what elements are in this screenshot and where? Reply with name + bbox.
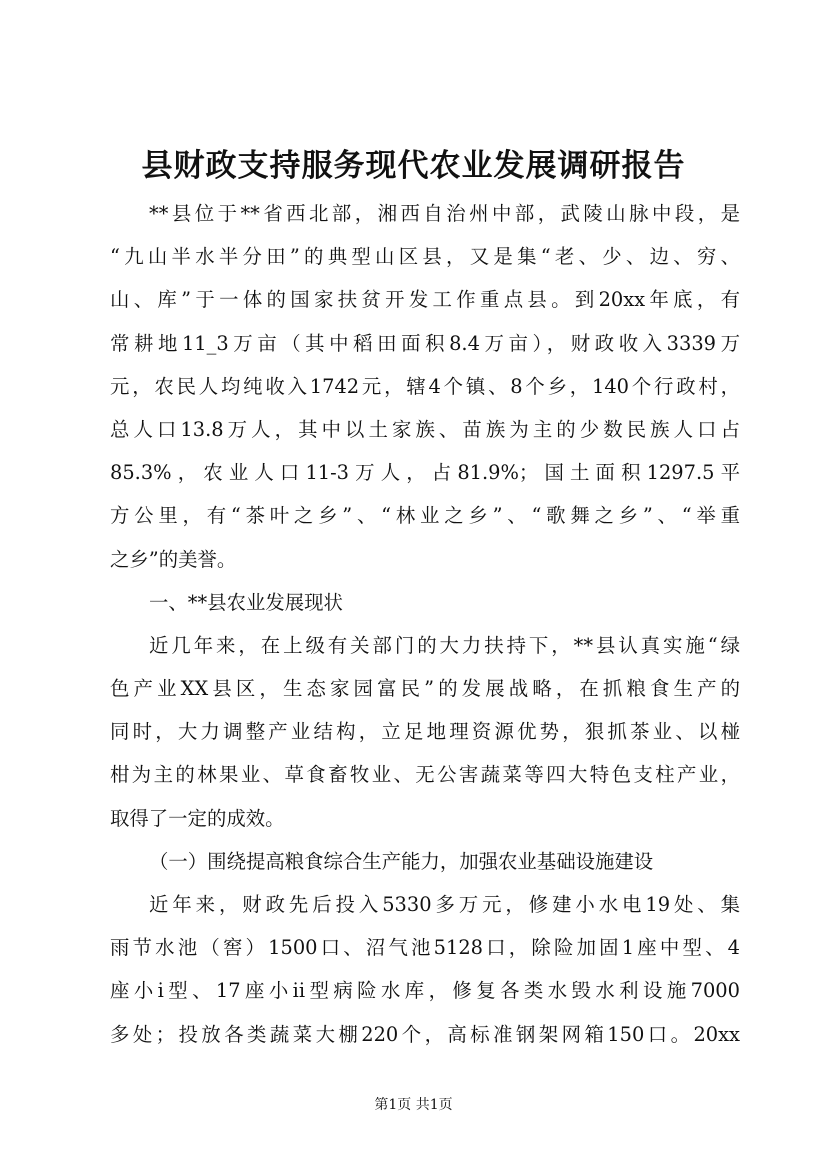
body-line: 近几年来，在上级有关部门的大力扶持下，**县认真实施“绿: [149, 633, 740, 657]
body-line: “九山半水半分田”的典型山区县，又是集“老、少、边、穷、: [110, 245, 740, 269]
page-footer: 第1页 共1页: [374, 1097, 453, 1113]
body-line: 座小i型、17座小ii型病险水库，修复各类水毁水利设施7000: [110, 979, 740, 1003]
body-line: 雨节水池（窖）1500口、沼气池5128口，除险加固1座中型、4: [110, 936, 740, 960]
body-line: 方公里，有“茶叶之乡”、“林业之乡”、“歌舞之乡”、“举重: [110, 504, 740, 528]
document-title: 县财政支持服务现代农业发展调研报告: [141, 148, 686, 184]
body-line: 山、库”于一体的国家扶贫开发工作重点县。到20xx年底，有: [110, 288, 740, 312]
body-line: 之乡”的美誉。: [110, 547, 237, 571]
body-line: 元，农民人均纯收入1742元，辖4个镇、8个乡，140个行政村，: [110, 374, 740, 398]
subsection-heading: （一）围绕提高粮食综合生产能力，加强农业基础设施建设: [149, 849, 654, 873]
body-line: 取得了一定的成效。: [110, 806, 285, 830]
body-line: 多处；投放各类蔬菜大棚220个，高标准钢架网箱150口。20xx: [110, 1022, 740, 1046]
body-line: 85.3%，农业人口11-3万人，占81.9%；国土面积1297.5平: [110, 461, 740, 485]
body-line: 柑为主的林果业、草食畜牧业、无公害蔬菜等四大特色支柱产业，: [110, 763, 740, 787]
body-line: 近年来，财政先后投入5330多万元，修建小水电19处、集: [149, 893, 740, 916]
body-line: 总人口13.8万人，其中以土家族、苗族为主的少数民族人口占: [110, 417, 740, 441]
section-heading: 一、**县农业发展现状: [149, 590, 343, 614]
body-line: 常耕地11_3万亩（其中稻田面积8.4万亩），财政收入3339万: [110, 331, 740, 355]
body-line: 同时，大力调整产业结构，立足地理资源优势，狠抓茶业、以椪: [110, 720, 740, 744]
body-line: 色产业XX县区，生态家园富民”的发展战略，在抓粮食生产的: [110, 677, 740, 701]
body-line: **县位于**省西北部，湘西自治州中部，武陵山脉中段，是: [149, 202, 740, 225]
document-body: [110, 192, 740, 1056]
